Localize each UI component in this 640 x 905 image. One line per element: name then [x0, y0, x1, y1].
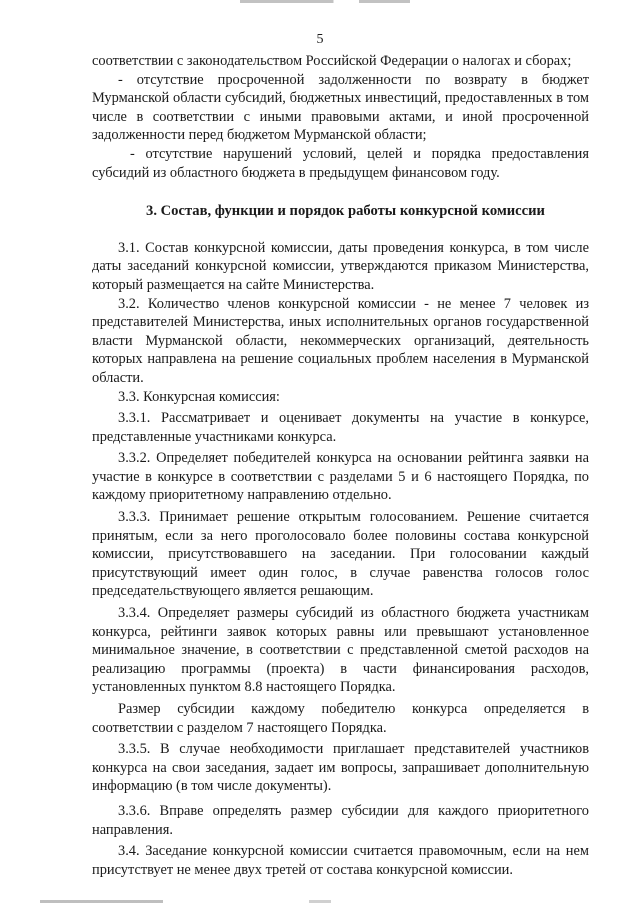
paragraph-3-4: 3.4. Заседание конкурсной комиссии считается правомочным, если на нем присутствует не менее двух третей от состава конкурсной комиссии. [92, 843, 589, 878]
paragraph-3-3: 3.3. Конкурсная комиссия: [118, 388, 280, 405]
paragraph-subsidy-size: Размер субсидии каждому победителю конкурса определяется в соответствии с разделом 7 настоящего Порядка. [92, 701, 589, 736]
paragraph-no-overdue-debt: - отсутствие просроченной задолженности по возврату в бюджет Мурманской области субсидий, бюджетных инвестиций, предоставленных в том числе в соответствии с иными правовыми актами, и иной просроченной задолженности перед бюджетом Мурманской области; [92, 71, 589, 144]
paragraph-3-3-3: 3.3.3. Принимает решение открытым голосованием. Решение считается принятым, если за него проголосовало более половины состава конкурсной комиссии, присутствовавшего на заседании. При голосовании каждый присутствующий имеет один голос, в случае равенства голосов голос председательствующего является решающим. [92, 509, 589, 600]
paragraph-tax-continuation: соответствии с законодательством Российской Федерации о налогах и сборах; [92, 53, 572, 69]
scan-edge-bottom [40, 900, 600, 903]
page-number: 5 [316, 32, 324, 47]
scan-edge-top [240, 0, 410, 3]
paragraph-3-3-2: 3.3.2. Определяет победителей конкурса на основании рейтинга заявки на участие в конкурсе в соответствии с разделами 5 и 6 настоящего Порядка, по каждому приоритетному направлению отдельно. [92, 450, 589, 504]
paragraph-no-violations: - отсутствие нарушений условий, целей и порядка предоставления субсидий из областного бюджета в предыдущем финансовом году. [92, 145, 589, 181]
paragraph-3-3-4: 3.3.4. Определяет размеры субсидий из областного бюджета участникам конкурса, рейтинги заявок которых равны или превышают установленное минимальное значение, в соответствии с представленной сметой расходов на реализацию программы (проекта) в части финансирования расходов, установленных пунктом 8.8 настоящего Порядка. [92, 605, 589, 696]
paragraph-3-1: 3.1. Состав конкурсной комиссии, даты проведения конкурса, в том числе даты заседаний конкурсной комиссии, утверждаются приказом Министерства, который размещается на сайте Министерства. [92, 239, 589, 293]
paragraph-3-3-6: 3.3.6. Вправе определять размер субсидии для каждого приоритетного направления. [92, 802, 589, 838]
section-heading: 3. Состав, функции и порядок работы конкурсной комиссии [146, 203, 545, 220]
paragraph-3-3-1: 3.3.1. Рассматривает и оценивает документы на участие в конкурсе, представленные участниками конкурса. [92, 410, 589, 445]
document-body [92, 52, 589, 879]
paragraph-3-2: 3.2. Количество членов конкурсной комиссии - не менее 7 человек из представителей Министерства, иных исполнительных органов государственной власти Мурманской области, некоммерческих организаций, деятельность которых направлена на решение социальных проблем населения в Мурманской области. [92, 295, 589, 386]
paragraph-3-3-5: 3.3.5. В случае необходимости приглашает представителей участников конкурса на свои заседания, задает им вопросы, запрашивает дополнительную информацию (в том числе документы). [92, 741, 589, 795]
